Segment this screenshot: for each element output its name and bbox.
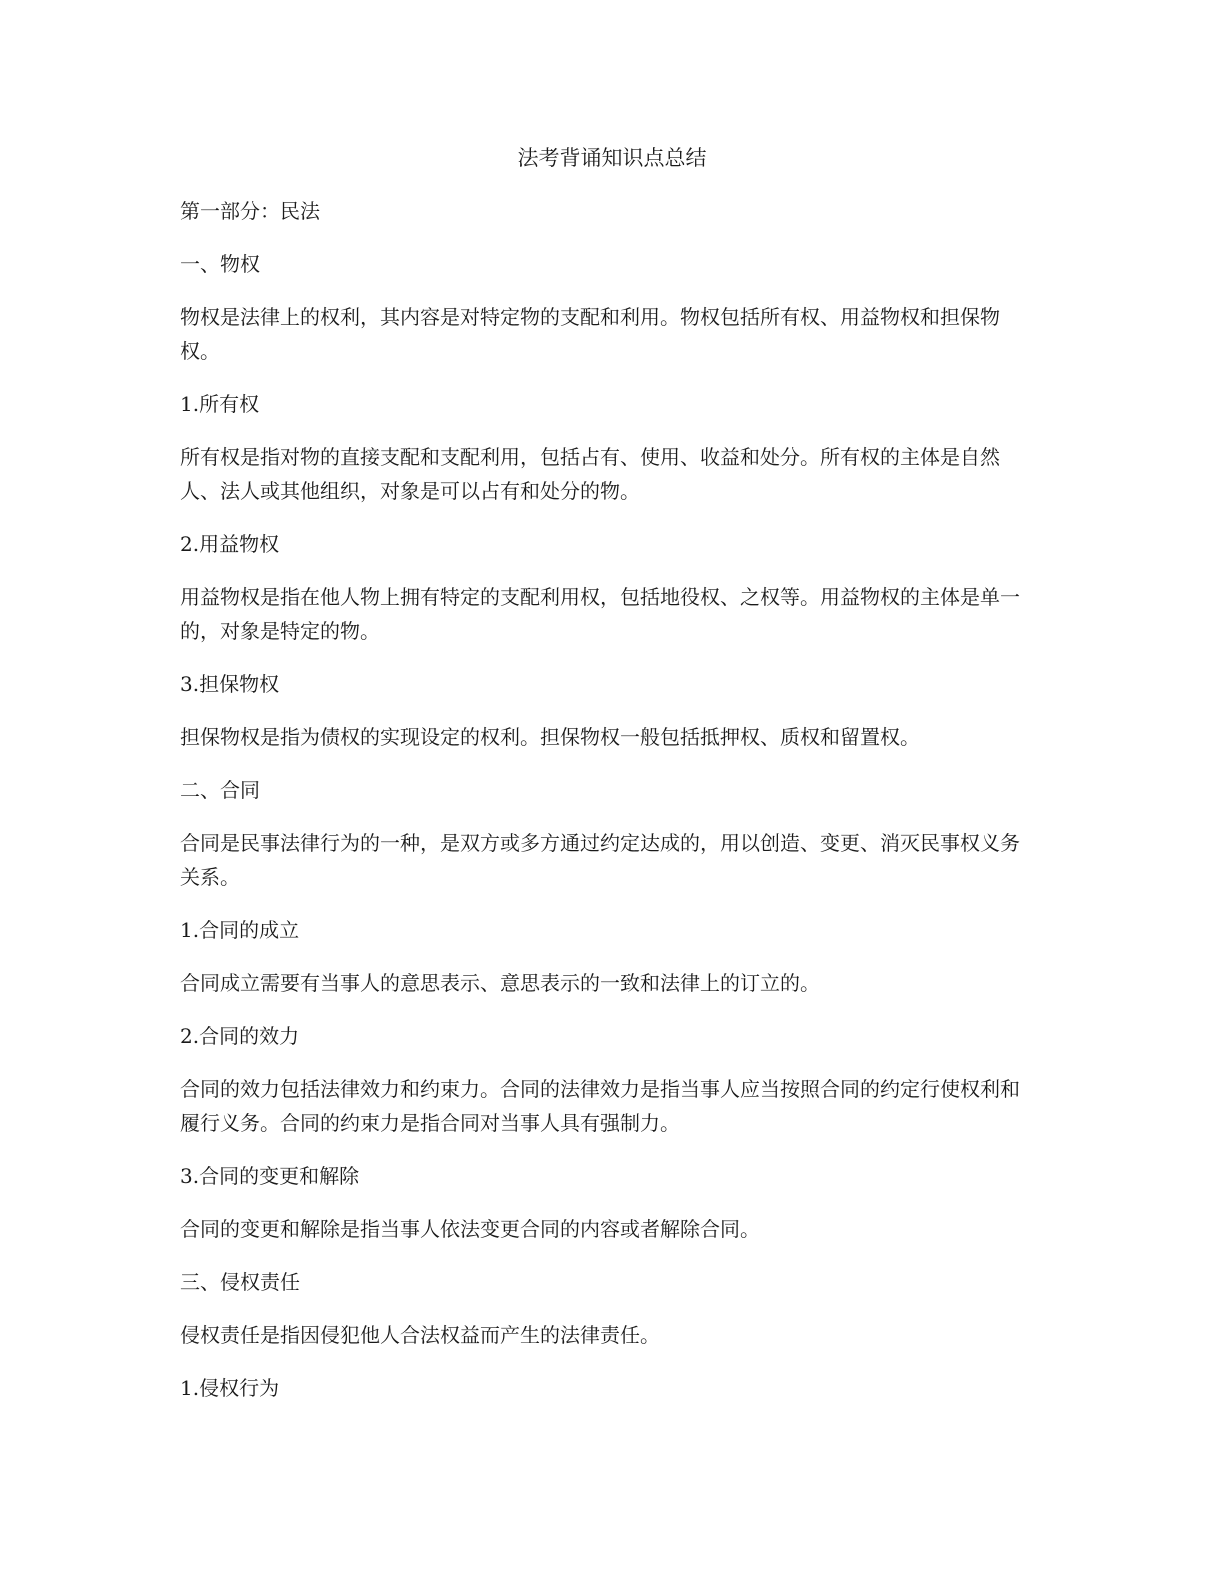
body-paragraph: 合同是民事法律行为的一种，是双方或多方通过约定达成的，用以创造、变更、消灭民事权义务关系。 (180, 831, 1020, 889)
section-heading: 一、物权 (180, 252, 260, 276)
document-title: 法考背诵知识点总结 (517, 146, 707, 170)
subsection-heading: 1.合同的成立 (180, 918, 300, 942)
part-heading: 第一部分：民法 (180, 199, 320, 223)
subsection-heading: 2.合同的效力 (180, 1024, 300, 1048)
subsection-heading: 3.担保物权 (180, 672, 280, 696)
body-paragraph: 侵权责任是指因侵犯他人合法权益而产生的法律责任。 (180, 1323, 660, 1347)
body-paragraph: 物权是法律上的权利，其内容是对特定物的支配和利用。物权包括所有权、用益物权和担保物权。 (180, 305, 1000, 363)
body-paragraph: 合同的效力包括法律效力和约束力。合同的法律效力是指当事人应当按照合同的约定行使权利和履行义务。合同的约束力是指合同对当事人具有强制力。 (180, 1077, 1020, 1135)
subsection-heading: 1.所有权 (180, 392, 260, 416)
body-paragraph: 所有权是指对物的直接支配和支配利用，包括占有、使用、收益和处分。所有权的主体是自然人、法人或其他组织，对象是可以占有和处分的物。 (180, 445, 1000, 503)
subsection-heading: 2.用益物权 (180, 532, 280, 556)
section-heading: 三、侵权责任 (180, 1270, 300, 1294)
body-paragraph: 合同的变更和解除是指当事人依法变更合同的内容或者解除合同。 (180, 1217, 760, 1241)
subsection-heading: 1.侵权行为 (180, 1376, 280, 1400)
body-paragraph: 用益物权是指在他人物上拥有特定的支配利用权，包括地役权、之权等。用益物权的主体是单一的，对象是特定的物。 (180, 585, 1020, 643)
subsection-heading: 3.合同的变更和解除 (180, 1164, 360, 1188)
body-paragraph: 合同成立需要有当事人的意思表示、意思表示的一致和法律上的订立的。 (180, 971, 820, 995)
body-paragraph: 担保物权是指为债权的实现设定的权利。担保物权一般包括抵押权、质权和留置权。 (180, 725, 920, 749)
section-heading: 二、合同 (180, 778, 260, 802)
